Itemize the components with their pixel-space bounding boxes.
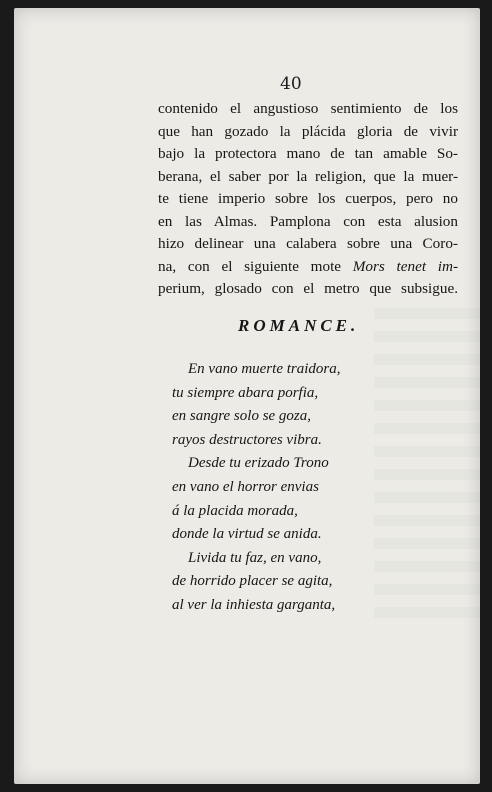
verse-line: En vano muerte traidora, [188, 361, 341, 377]
prose-line-text: na, con el siguiente mote [158, 257, 342, 275]
prose-line: perium, glosado con el metro que subsigue. [158, 280, 458, 297]
verse-line: Livida tu faz, en vano, [188, 549, 322, 566]
verse-line: á la placida morada, [172, 502, 298, 519]
prose-line: hizo delinear una calabera sobre una Coro- [158, 235, 458, 252]
verse-line: Desde tu erizado Trono [188, 455, 329, 472]
prose-line: en las Almas. Pamplona con esta alusion [158, 212, 458, 230]
verse-line: en vano el horror envias [172, 478, 319, 495]
verse-line: al ver la inhiesta garganta, [172, 596, 336, 613]
motto-text: Mors tenet im- [352, 257, 459, 275]
prose-line-motto [158, 256, 458, 279]
page-number: 40 [280, 74, 302, 94]
prose-line: berana, el saber por la religion, que la muer- [158, 167, 458, 185]
verse-line: donde la virtud se anida. [172, 526, 322, 543]
prose-paragraph [158, 98, 458, 301]
verse-line: en sangre solo se goza, [172, 408, 312, 425]
verse-line: de horrido placer se agita, [172, 573, 333, 590]
prose-line: contenido el angustioso sentimiento de los [158, 100, 458, 117]
verse-line: rayos destructores vibra. [172, 431, 322, 448]
poem-verses [0, 358, 492, 618]
poem-heading: ROMANCE. [238, 316, 360, 335]
verse-line: tu siempre abara porfia, [172, 384, 319, 401]
prose-line: que han gozado la plácida gloria de vivir [158, 122, 458, 140]
prose-line: bajo la protectora mano de tan amable So- [158, 145, 458, 162]
prose-line: te tiene imperio sobre los cuerpos, pero no [158, 190, 458, 207]
